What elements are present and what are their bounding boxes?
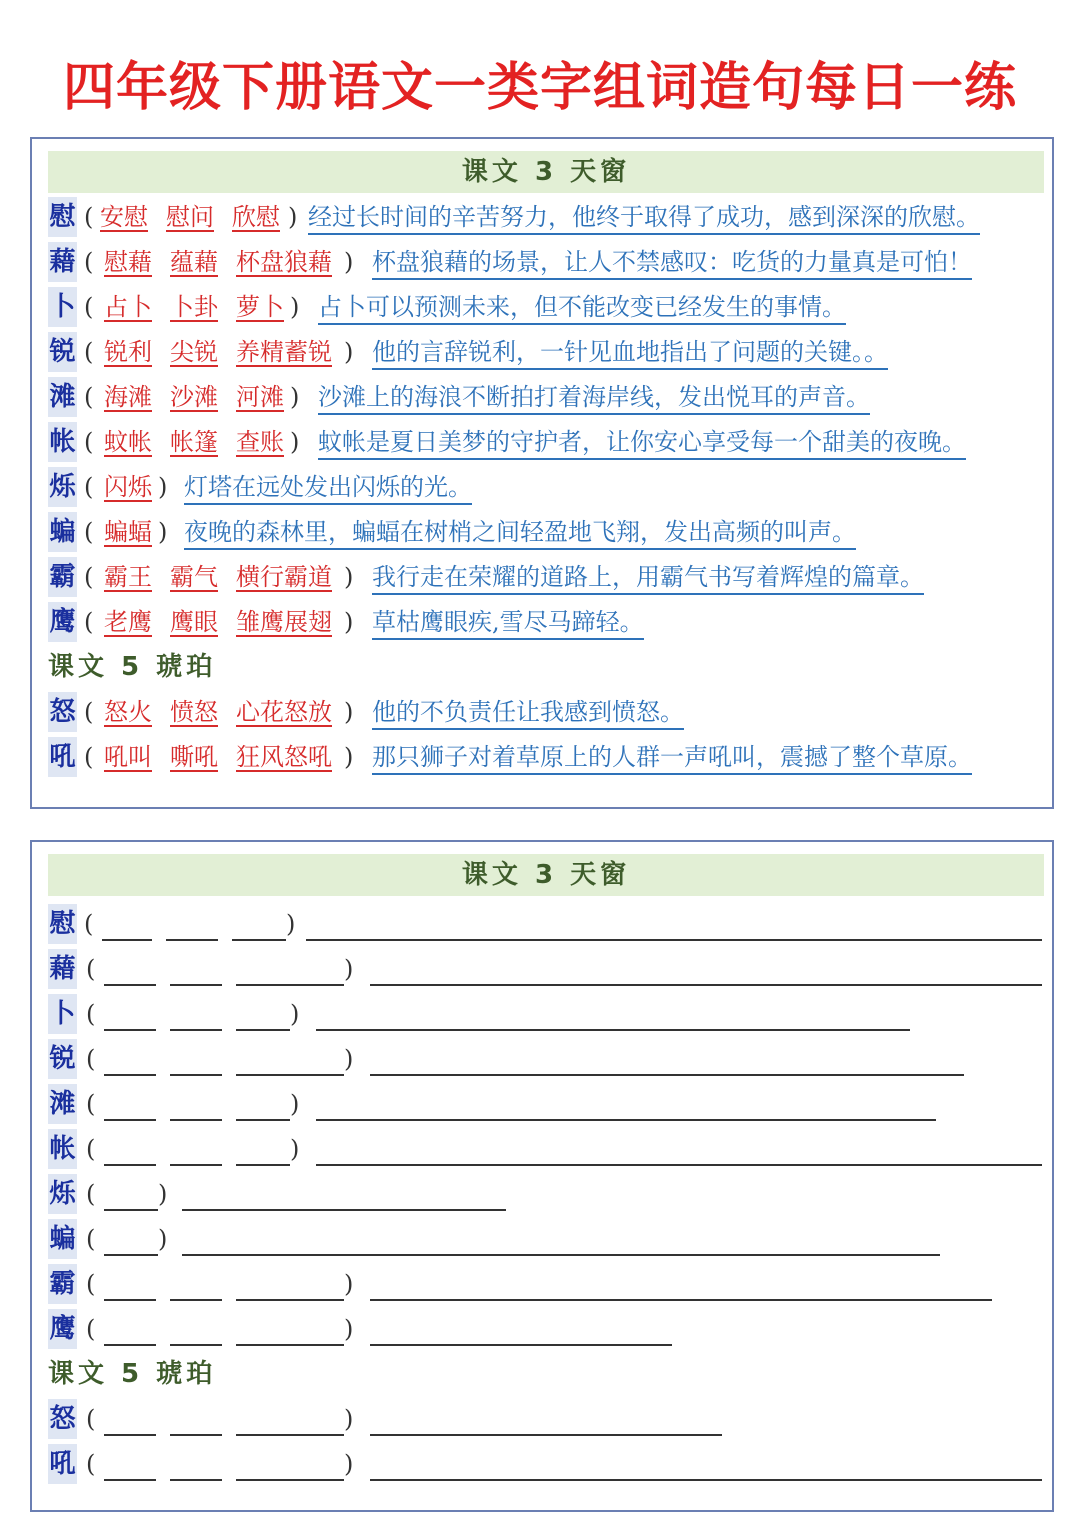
open-paren: ( <box>84 248 94 276</box>
word: 海滩 <box>104 383 152 411</box>
target-char: 藉 <box>48 242 77 282</box>
word: 闪烁 <box>104 473 152 501</box>
close-paren: ) <box>290 1135 300 1163</box>
lesson-header-answers: 课文 3 天窗 <box>48 151 1044 193</box>
sentence-line[interactable] <box>316 1119 936 1121</box>
example-sentence: 我行走在荣耀的道路上，用霸气书写着辉煌的篇章。 <box>372 555 924 595</box>
target-char: 烁 <box>48 1174 77 1214</box>
word: 嘶吼 <box>170 743 218 771</box>
word: 霸王 <box>104 563 152 591</box>
word-blank[interactable] <box>232 939 286 941</box>
word-blank[interactable] <box>104 1074 156 1076</box>
close-paren: ) <box>344 1045 354 1073</box>
sentence-line[interactable] <box>316 1164 1042 1166</box>
close-paren: ) <box>344 248 354 276</box>
word: 帐篷 <box>170 428 218 456</box>
word-blank[interactable] <box>104 984 156 986</box>
word-blank[interactable] <box>170 1074 222 1076</box>
answer-row <box>48 600 1048 644</box>
word: 心花怒放 <box>236 698 332 726</box>
example-sentence: 夜晚的森林里，蝙蝠在树梢之间轻盈地飞翔，发出高频的叫声。 <box>184 510 856 550</box>
word-blank[interactable] <box>236 1344 344 1346</box>
open-paren: ( <box>84 293 94 321</box>
word: 怒火 <box>104 698 152 726</box>
target-char: 霸 <box>48 557 77 597</box>
sentence-line[interactable] <box>370 1434 722 1436</box>
close-paren: ) <box>290 293 300 321</box>
target-char: 吼 <box>48 737 77 777</box>
close-paren: ) <box>290 1090 300 1118</box>
word-blank[interactable] <box>102 939 152 941</box>
sentence-line[interactable] <box>370 1344 672 1346</box>
target-char: 蝙 <box>48 1219 77 1259</box>
close-paren: ) <box>290 383 300 411</box>
answer-row <box>48 555 1048 599</box>
word: 慰问 <box>166 203 214 231</box>
target-char: 怒 <box>48 692 77 732</box>
word-blank[interactable] <box>236 1074 344 1076</box>
open-paren: ( <box>86 1090 96 1118</box>
word-blank[interactable] <box>170 1029 222 1031</box>
sentence-line[interactable] <box>306 939 1042 941</box>
open-paren: ( <box>84 383 94 411</box>
target-char: 滩 <box>48 1084 77 1124</box>
target-char: 蝙 <box>48 512 77 552</box>
practice-row <box>48 1217 1048 1261</box>
open-paren: ( <box>86 1405 96 1433</box>
open-paren: ( <box>86 1315 96 1343</box>
word-blank[interactable] <box>236 1164 290 1166</box>
sentence-line[interactable] <box>182 1254 940 1256</box>
practice-row <box>48 1262 1048 1306</box>
word-blank[interactable] <box>104 1344 156 1346</box>
word-blank[interactable] <box>104 1479 156 1481</box>
word-blank[interactable] <box>170 1299 222 1301</box>
word-blank[interactable] <box>236 984 344 986</box>
target-char: 慰 <box>48 197 77 237</box>
answer-panel <box>30 137 1054 809</box>
answer-row <box>48 420 1048 464</box>
practice-row <box>48 902 1048 946</box>
close-paren: ) <box>344 608 354 636</box>
example-sentence: 他的不负责任让我感到愤怒。 <box>372 690 684 730</box>
word: 横行霸道 <box>236 563 332 591</box>
page-title: 四年级下册语文一类字组词造句每日一练 <box>62 58 1017 118</box>
close-paren: ) <box>158 518 168 546</box>
example-sentence: 他的言辞锐利，一针见血地指出了问题的关键。。 <box>372 330 888 370</box>
word-blank[interactable] <box>170 1119 222 1121</box>
word: 愤怒 <box>170 698 218 726</box>
word-blank[interactable] <box>236 1119 290 1121</box>
word: 锐利 <box>104 338 152 366</box>
open-paren: ( <box>84 428 94 456</box>
example-sentence: 灯塔在远处发出闪烁的光。 <box>184 465 472 505</box>
open-paren: ( <box>86 1180 96 1208</box>
close-paren: ) <box>288 203 298 231</box>
word-blank[interactable] <box>166 939 218 941</box>
answer-row <box>48 690 1048 734</box>
word: 卜卦 <box>170 293 218 321</box>
example-sentence: 杯盘狼藉的场景，让人不禁感叹：吃货的力量真是可怕！ <box>372 240 972 280</box>
sentence-line[interactable] <box>316 1029 910 1031</box>
answer-row <box>48 195 1048 239</box>
target-char: 帐 <box>48 1129 77 1169</box>
close-paren: ) <box>286 910 296 938</box>
close-paren: ) <box>344 698 354 726</box>
word: 安慰 <box>100 203 148 231</box>
target-char: 锐 <box>48 1039 77 1079</box>
open-paren: ( <box>86 1045 96 1073</box>
word: 霸气 <box>170 563 218 591</box>
word: 杯盘狼藉 <box>236 248 332 276</box>
practice-row <box>48 1082 1048 1126</box>
answer-row <box>48 285 1048 329</box>
example-sentence: 草枯鹰眼疾,雪尽马蹄轻。 <box>372 600 644 640</box>
word: 蕴藉 <box>170 248 218 276</box>
open-paren: ( <box>86 955 96 983</box>
word-blank[interactable] <box>170 1344 222 1346</box>
word-blank[interactable] <box>236 1029 290 1031</box>
answer-row <box>48 375 1048 419</box>
close-paren: ) <box>344 338 354 366</box>
word: 狂风怒吼 <box>236 743 332 771</box>
close-paren: ) <box>344 1270 354 1298</box>
word: 蝙蝠 <box>104 518 152 546</box>
open-paren: ( <box>84 473 94 501</box>
word: 吼叫 <box>104 743 152 771</box>
close-paren: ) <box>290 1000 300 1028</box>
open-paren: ( <box>86 1450 96 1478</box>
close-paren: ) <box>344 563 354 591</box>
target-char: 鹰 <box>48 1309 77 1349</box>
open-paren: ( <box>86 1225 96 1253</box>
open-paren: ( <box>84 608 94 636</box>
lesson-heading-answers: 课文 5 琥珀 <box>48 652 217 682</box>
word-blank[interactable] <box>236 1479 344 1481</box>
example-sentence: 那只狮子对着草原上的人群一声吼叫，震撼了整个草原。 <box>372 735 972 775</box>
sentence-line[interactable] <box>182 1209 506 1211</box>
word-blank[interactable] <box>236 1434 344 1436</box>
sentence-line[interactable] <box>370 1074 964 1076</box>
example-sentence: 沙滩上的海浪不断拍打着海岸线，发出悦耳的声音。 <box>318 375 870 415</box>
word: 欣慰 <box>232 203 280 231</box>
practice-panel <box>30 840 1054 1512</box>
word-blank[interactable] <box>170 1164 222 1166</box>
close-paren: ) <box>344 743 354 771</box>
open-paren: ( <box>84 743 94 771</box>
word-blank[interactable] <box>170 1479 222 1481</box>
close-paren: ) <box>344 1315 354 1343</box>
answer-row <box>48 330 1048 374</box>
open-paren: ( <box>86 1270 96 1298</box>
example-sentence: 经过长时间的辛苦努力，他终于取得了成功，感到深深的欣慰。 <box>308 195 980 235</box>
close-paren: ) <box>158 1180 168 1208</box>
open-paren: ( <box>84 338 94 366</box>
word: 沙滩 <box>170 383 218 411</box>
word: 萝卜 <box>236 293 284 321</box>
target-char: 霸 <box>48 1264 77 1304</box>
target-char: 慰 <box>48 904 77 944</box>
target-char: 吼 <box>48 1444 77 1484</box>
word-blank[interactable] <box>104 1119 156 1121</box>
open-paren: ( <box>84 518 94 546</box>
practice-row <box>48 1172 1048 1216</box>
lesson-heading-practice: 课文 5 琥珀 <box>48 1359 217 1389</box>
word-blank[interactable] <box>104 1029 156 1031</box>
practice-row <box>48 1127 1048 1171</box>
sentence-line[interactable] <box>370 1299 992 1301</box>
target-char: 卜 <box>48 287 77 327</box>
target-char: 锐 <box>48 332 77 372</box>
close-paren: ) <box>158 1225 168 1253</box>
close-paren: ) <box>344 1405 354 1433</box>
target-char: 鹰 <box>48 602 77 642</box>
practice-row <box>48 947 1048 991</box>
word: 养精蓄锐 <box>236 338 332 366</box>
word: 蚊帐 <box>104 428 152 456</box>
word: 河滩 <box>236 383 284 411</box>
practice-row <box>48 1037 1048 1081</box>
target-char: 卜 <box>48 994 77 1034</box>
target-char: 怒 <box>48 1399 77 1439</box>
close-paren: ) <box>158 473 168 501</box>
lesson-header-practice: 课文 3 天窗 <box>48 854 1044 896</box>
word: 鹰眼 <box>170 608 218 636</box>
target-char: 烁 <box>48 467 77 507</box>
practice-row <box>48 1442 1048 1486</box>
word-blank[interactable] <box>104 1434 156 1436</box>
target-char: 帐 <box>48 422 77 462</box>
target-char: 藉 <box>48 949 77 989</box>
example-sentence: 蚊帐是夏日美梦的守护者，让你安心享受每一个甜美的夜晚。 <box>318 420 966 460</box>
open-paren: ( <box>84 203 94 231</box>
answer-row <box>48 510 1048 554</box>
word-blank[interactable] <box>236 1299 344 1301</box>
word-blank[interactable] <box>170 1434 222 1436</box>
sentence-line[interactable] <box>370 1479 1042 1481</box>
practice-row <box>48 1397 1048 1441</box>
word-blank[interactable] <box>170 984 222 986</box>
word: 尖锐 <box>170 338 218 366</box>
answer-row <box>48 465 1048 509</box>
word: 雏鹰展翅 <box>236 608 332 636</box>
sentence-line[interactable] <box>370 984 1042 986</box>
word-blank[interactable] <box>104 1299 156 1301</box>
word: 查账 <box>236 428 284 456</box>
practice-row <box>48 992 1048 1036</box>
open-paren: ( <box>86 1135 96 1163</box>
word: 老鹰 <box>104 608 152 636</box>
word-blank[interactable] <box>104 1254 158 1256</box>
open-paren: ( <box>84 563 94 591</box>
open-paren: ( <box>86 1000 96 1028</box>
open-paren: ( <box>84 910 94 938</box>
word: 慰藉 <box>104 248 152 276</box>
practice-row <box>48 1307 1048 1351</box>
close-paren: ) <box>344 955 354 983</box>
open-paren: ( <box>84 698 94 726</box>
example-sentence: 占卜可以预测未来，但不能改变已经发生的事情。 <box>318 285 846 325</box>
word-blank[interactable] <box>104 1209 158 1211</box>
target-char: 滩 <box>48 377 77 417</box>
close-paren: ) <box>344 1450 354 1478</box>
close-paren: ) <box>290 428 300 456</box>
answer-row <box>48 735 1048 779</box>
word: 占卜 <box>104 293 152 321</box>
word-blank[interactable] <box>104 1164 156 1166</box>
answer-row <box>48 240 1048 284</box>
